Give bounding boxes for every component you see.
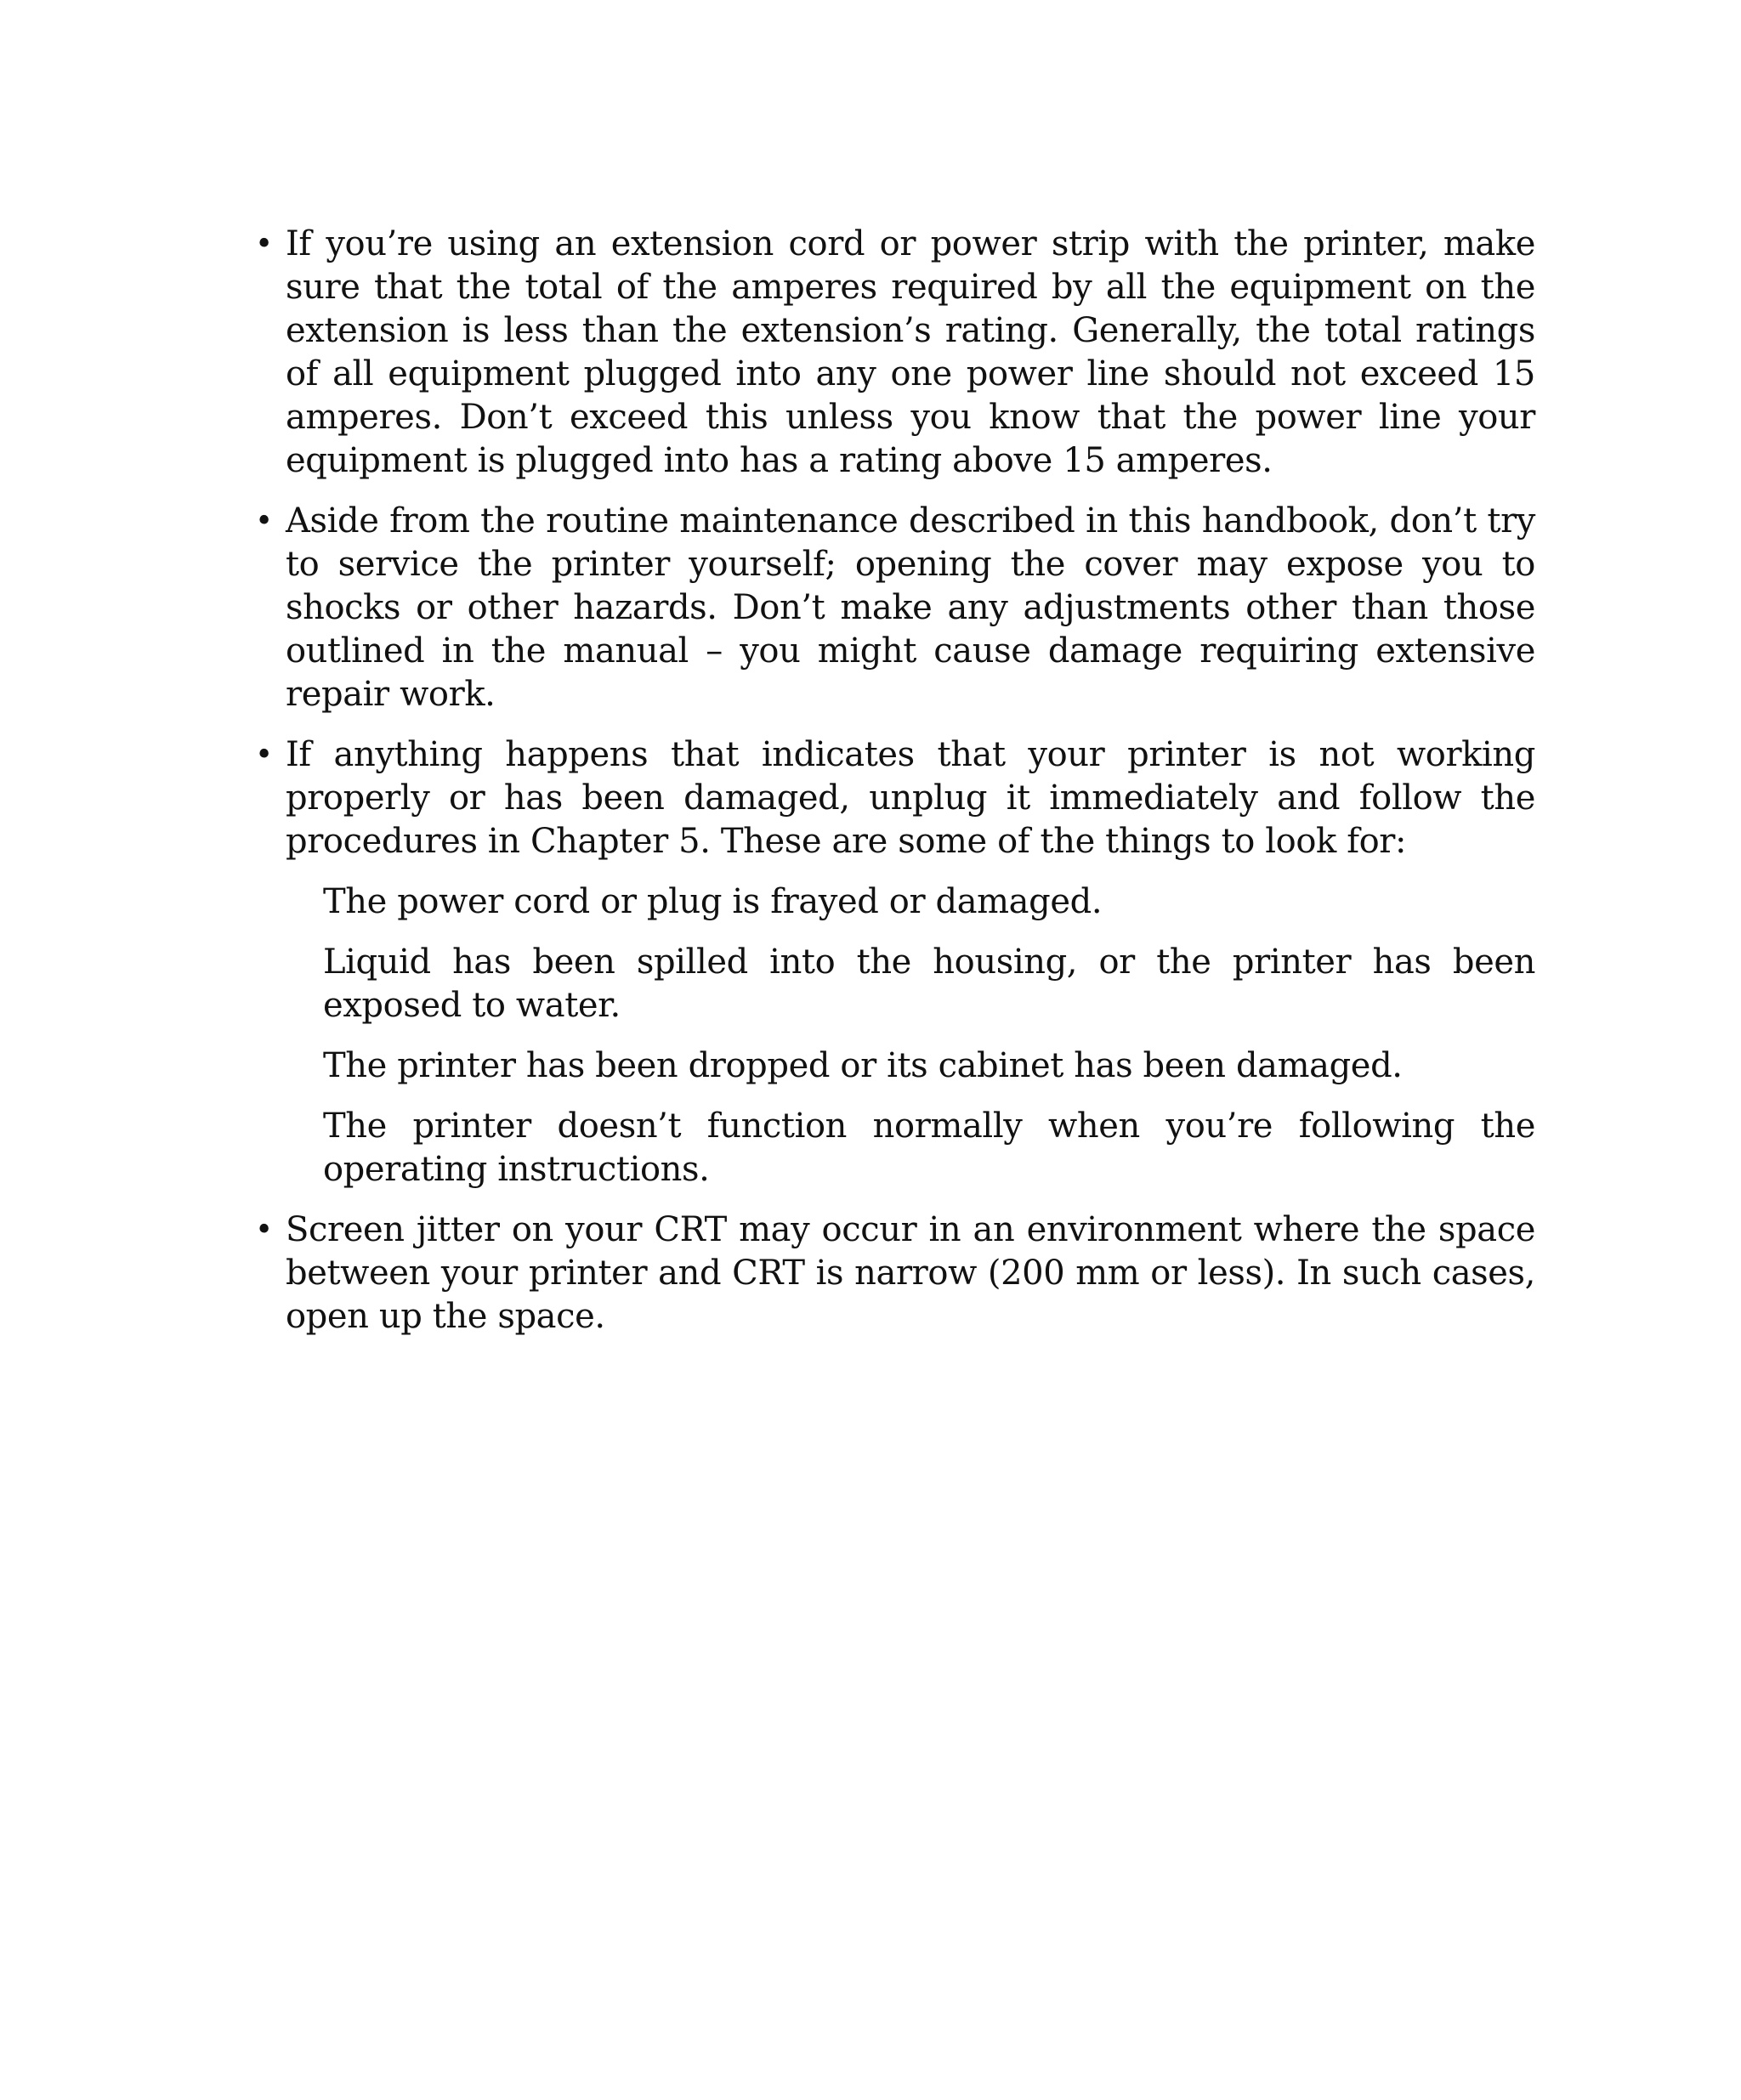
safety-instructions bbox=[255, 223, 1535, 1356]
sub-item-text: Liquid has been spilled into the housing, or the printer has been exposed to water. bbox=[323, 942, 1535, 1025]
bullet-text: If anything happens that indicates that your printer is not working properly or has been damaged, unplug it immediately and follow the procedures in Chapter 5. These are some of the things to look for: bbox=[286, 735, 1535, 861]
bullet-text: Screen jitter on your CRT may occur in an environment where the space between your printer and CRT is narrow (200 mm or less). In such cases, open up the space. bbox=[286, 1210, 1535, 1336]
bullet-text: If you’re using an extension cord or power strip with the printer, make sure that the total of the amperes required by all the equipment on the extension is less than the extension’s rating. Generally, the total ratings of all equipment plugged into any one power line should not exceed 15 amperes. Don’t exceed this unless you know that the power line your equipment is plugged into has a rating above 15 amperes. bbox=[286, 224, 1535, 480]
sub-item-text: The printer has been dropped or its cabinet has been damaged. bbox=[323, 1046, 1403, 1085]
bullet-text: Aside from the routine maintenance described in this handbook, don’t try to service the printer yourself; opening the cover may expose you to shocks or other hazards. Don’t make any adjustments other than those outlined in the manual – you might cause damage requiring extensive repair work. bbox=[286, 501, 1535, 714]
sub-item-text: The printer doesn’t function normally when you’re following the operating instructions. bbox=[323, 1107, 1535, 1189]
bullet-item-routine-maintenance bbox=[255, 500, 1535, 716]
bullet-marker: • bbox=[255, 227, 274, 262]
sub-list-item bbox=[323, 880, 1535, 924]
sub-list-item bbox=[323, 941, 1535, 1027]
bullet-list bbox=[255, 223, 1535, 1339]
sub-list-item bbox=[323, 1105, 1535, 1192]
bullet-item-screen-jitter bbox=[255, 1208, 1535, 1339]
bullet-marker: • bbox=[255, 738, 274, 773]
sub-item-text: The power cord or plug is frayed or damaged. bbox=[323, 882, 1103, 921]
bullet-marker: • bbox=[255, 1213, 274, 1248]
damage-indicator-list bbox=[286, 880, 1535, 1192]
bullet-marker: • bbox=[255, 504, 274, 539]
bullet-item-damage-indicators bbox=[255, 733, 1535, 1192]
bullet-item-extension-cord bbox=[255, 223, 1535, 483]
sub-list-item bbox=[323, 1044, 1535, 1088]
